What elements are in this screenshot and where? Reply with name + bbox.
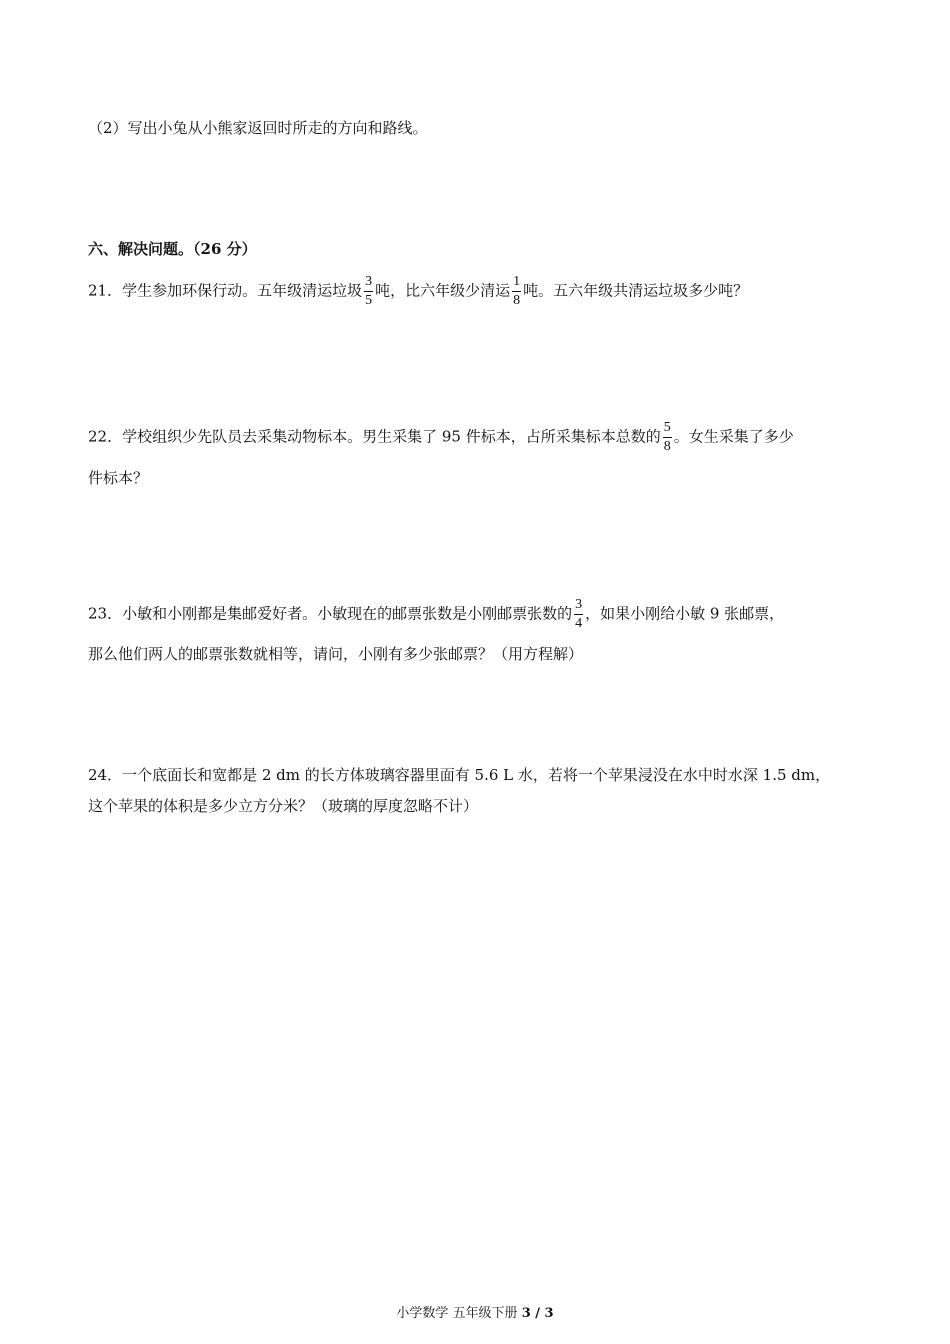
fraction-numerator: 5 <box>663 420 672 438</box>
question-20-part-2 <box>88 118 428 138</box>
question-21-text-a: 21．学生参加环保行动。五年级清运垃圾 <box>88 281 363 300</box>
question-23-text-a: 23．小敏和小刚都是集邮爱好者。小敏现在的邮票张数是小刚邮票张数的 <box>88 604 573 623</box>
fraction-three-fifths <box>364 274 373 309</box>
fraction-numerator: 1 <box>512 274 521 292</box>
question-20-part-2-text: （2）写出小兔从小熊家返回时所走的方向和路线。 <box>88 119 428 137</box>
fraction-three-quarters <box>574 597 583 632</box>
question-23 <box>88 597 784 632</box>
fraction-denominator: 8 <box>513 293 521 308</box>
question-22 <box>88 420 794 455</box>
question-21 <box>88 274 748 309</box>
question-23-text-line-2: 那么他们两人的邮票张数就相等，请问，小刚有多少张邮票？（用方程解） <box>88 645 584 663</box>
question-22-text-b: 。女生采集了多少 <box>673 427 794 446</box>
question-22-text-line-2: 件标本？ <box>88 469 149 487</box>
section-heading <box>88 239 257 259</box>
fraction-denominator: 5 <box>365 293 373 308</box>
fraction-five-eighths <box>663 420 672 455</box>
fraction-one-eighth <box>512 274 521 309</box>
question-24 <box>88 765 830 785</box>
question-22-line-2 <box>88 468 148 488</box>
page-footer <box>0 1305 950 1323</box>
fraction-denominator: 8 <box>663 439 671 454</box>
page-number: 3 / 3 <box>521 1306 554 1321</box>
question-21-text-c: 吨。五六年级共清运垃圾多少吨？ <box>523 281 749 300</box>
section-heading-text: 六、解决问题。（26 分） <box>88 240 257 258</box>
question-23-text-b: ，如果小刚给小敏 9 张邮票， <box>585 604 785 623</box>
question-24-text-line-1: 24．一个底面长和宽都是 2 dm 的长方体玻璃容器里面有 5.6 L 水，若将一个苹果浸没在水中时水深 1.5 dm， <box>88 766 831 784</box>
footer-text: 小学数学 五年级下册 <box>396 1306 522 1321</box>
fraction-numerator: 3 <box>574 597 583 615</box>
question-24-text-line-2: 这个苹果的体积是多少立方分米？（玻璃的厚度忽略不计） <box>88 797 479 815</box>
question-24-line-2 <box>88 796 478 816</box>
fraction-denominator: 4 <box>575 616 583 631</box>
question-22-text-a: 22．学校组织少先队员去采集动物标本。男生采集了 95 件标本，占所采集标本总数的 <box>88 427 661 446</box>
question-23-line-2 <box>88 644 583 664</box>
question-21-text-b: 吨，比六年级少清运 <box>375 281 511 300</box>
fraction-numerator: 3 <box>364 274 373 292</box>
